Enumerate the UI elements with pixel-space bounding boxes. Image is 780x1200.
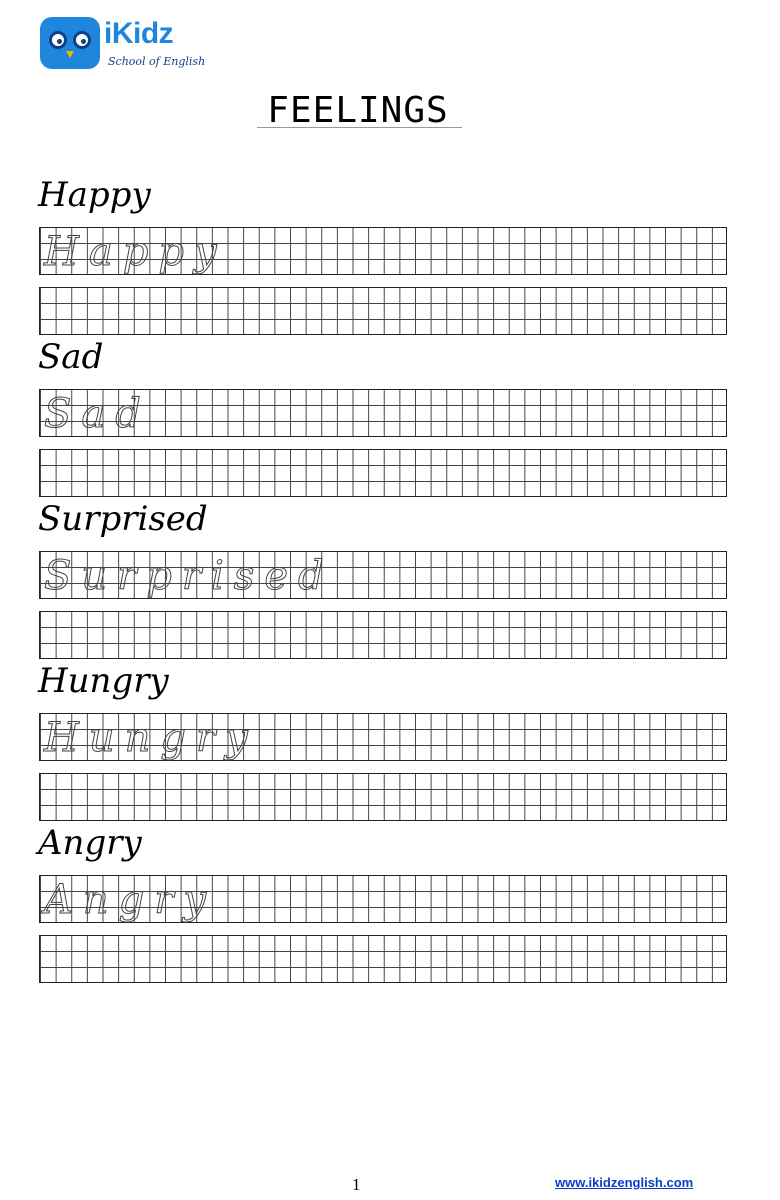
practice-row-hungry[interactable] [39, 773, 727, 821]
title-underline [257, 127, 462, 128]
practice-row-sad[interactable] [39, 449, 727, 497]
trace-word: Sad [44, 391, 151, 437]
word-angry: Angry [38, 823, 142, 863]
practice-row-happy[interactable] [39, 287, 727, 335]
trace-word: Hungry [44, 715, 258, 761]
word-surprised: Surprised [38, 499, 208, 539]
practice-row-surprised[interactable] [39, 611, 727, 659]
brand-subtitle: School of English [108, 55, 206, 68]
trace-word: Happy [44, 229, 227, 275]
trace-row-sad[interactable] [39, 389, 727, 437]
trace-word: Angry [44, 877, 216, 923]
practice-row-angry[interactable] [39, 935, 727, 983]
owl-icon [40, 17, 100, 69]
page-number: 1 [352, 1175, 361, 1194]
brand-name: iKidz [104, 17, 174, 50]
page-title: FEELINGS [267, 90, 449, 131]
word-sad: Sad [38, 337, 104, 377]
trace-row-surprised[interactable] [39, 551, 727, 599]
website-link[interactable]: www.ikidzenglish.com [555, 1175, 694, 1190]
trace-word: Surprised [44, 553, 334, 599]
trace-row-angry[interactable] [39, 875, 727, 923]
word-hungry: Hungry [38, 661, 169, 701]
trace-row-happy[interactable] [39, 227, 727, 275]
trace-row-hungry[interactable] [39, 713, 727, 761]
ikidz-logo [40, 17, 206, 77]
word-happy: Happy [38, 175, 151, 215]
